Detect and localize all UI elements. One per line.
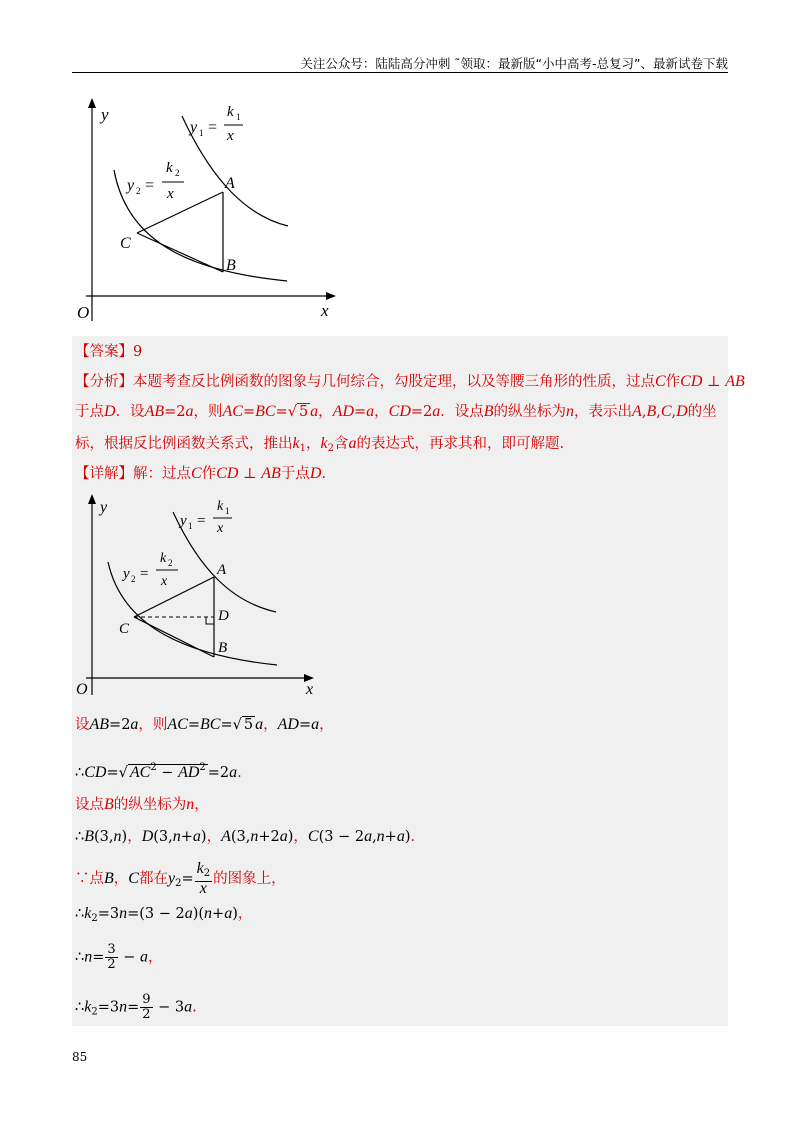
point-a: A <box>225 175 235 192</box>
point-b: B <box>226 257 236 274</box>
y1-den: x <box>227 128 234 144</box>
y1-label: y <box>190 119 198 136</box>
answer-value: 9 <box>133 344 143 360</box>
x-axis-label-2: x <box>306 681 314 698</box>
svg-text:1: 1 <box>188 521 193 531</box>
point-c-2: C <box>119 621 130 637</box>
analysis-line-2: 于点D．设AB=2a，则AC=BC=√ 5 a，AD=a，CD=2a．设点B的纵坐标为n，表示出A,B,C,D的坐 <box>75 403 717 420</box>
origin-label-2: O <box>76 681 88 698</box>
k2-label: k <box>166 160 173 176</box>
y1-sub: 1 <box>199 128 204 138</box>
y2-sub: 2 <box>136 186 141 196</box>
k1-label: k <box>227 104 234 120</box>
svg-text:=: = <box>140 566 149 582</box>
origin-label: O <box>77 303 90 322</box>
svg-text:y: y <box>180 513 187 529</box>
svg-text:2: 2 <box>131 574 136 584</box>
answer-label: 【答案】 <box>75 344 133 360</box>
figure-2 <box>72 490 332 700</box>
point-d-2: D <box>218 608 229 624</box>
point-a-2: A <box>217 562 227 578</box>
step-2: ∴CD=√ $AC^2 - AD^2 =2a$. <box>75 762 242 781</box>
step-6: $\therefore k_2=3n=(3 - 2a)(n+a)$， <box>75 905 253 924</box>
analysis-line-1: 【分析】本题考查反比例函数的图象与几何综合，勾股定理，以及等腰三角形的性质，过点C作CD ⊥ AB <box>75 373 745 390</box>
k1-sub: 1 <box>236 112 241 122</box>
y-axis-label-2: y <box>100 499 108 516</box>
k2-sub: 2 <box>175 168 180 178</box>
svg-text:k: k <box>160 551 167 566</box>
header-text: 关注公众号：陆陆高分冲刺 ˜领取：最新版“小中高考-总复习”、最新试卷下载 <box>300 56 728 71</box>
y2-label: y <box>127 177 135 194</box>
analysis-line-3: 标，根据反比例函数关系式，推出$k_1$，$k_2$含a的表达式，再求其和，即可解题. <box>75 435 565 454</box>
svg-text:2: 2 <box>168 558 173 568</box>
page-header <box>72 48 728 73</box>
step-7: ∴n= $\frac{3}{2}$ − a， <box>75 942 163 972</box>
detail-line: 【详解】解：过点C作CD ⊥ AB于点D. <box>75 465 326 482</box>
svg-text:=: = <box>208 119 218 136</box>
svg-text:y: y <box>123 566 130 582</box>
point-b-2: B <box>218 640 228 656</box>
step-3: 设点B的纵坐标为n， <box>75 796 209 813</box>
svg-text:k: k <box>217 499 224 514</box>
analysis-label: 【分析】 <box>75 374 133 390</box>
x-axis-label: x <box>321 301 329 320</box>
figure-1 <box>72 96 352 326</box>
svg-text:x: x <box>217 521 224 536</box>
step-5: ∵点B，C都在$y_2=$ $\frac{k_2}{x}$ 的图象上， <box>75 860 286 897</box>
answer-line <box>75 341 142 363</box>
step-1: 设AB=2a，则AC=BC=√ 5 a，AD=a， <box>75 716 334 733</box>
step-8: $\therefore k_2=3n=$ $\frac{9}{2}$ − 3a. <box>75 992 197 1022</box>
y-axis-label: y <box>101 105 109 124</box>
point-c: C <box>120 235 131 252</box>
svg-text:1: 1 <box>225 506 230 516</box>
step-4: ∴B(3,n)，D(3,n+a)，A(3,n+2a)，C(3 − 2a,n+a). <box>75 828 416 845</box>
y2-den: x <box>167 186 174 202</box>
svg-text:=: = <box>197 513 206 529</box>
page-number: 85 <box>72 1050 88 1064</box>
svg-text:=: = <box>145 177 155 194</box>
svg-text:x: x <box>161 574 168 589</box>
detail-label: 【详解】 <box>75 466 133 482</box>
